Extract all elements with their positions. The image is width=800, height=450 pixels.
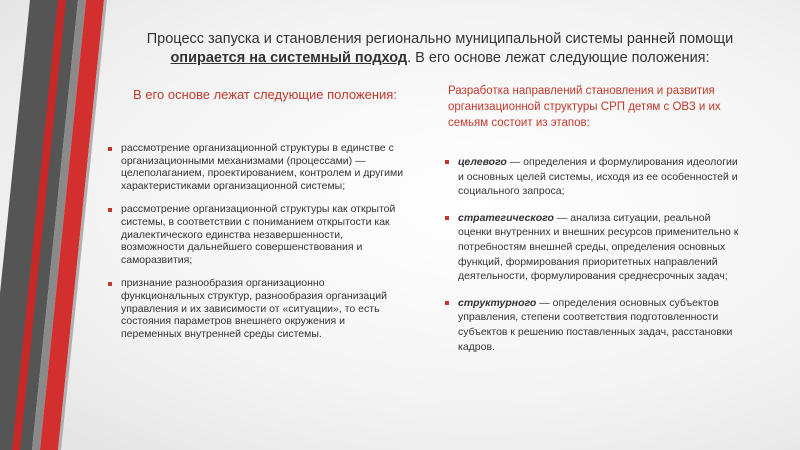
bullet-icon: [108, 282, 112, 286]
stage-term: целевого: [458, 156, 507, 168]
list-item-text: рассмотрение организационной структуры в единстве с организационными механизмами (процессами) — целеполаганием, проектированием, контролем и другими характеристиками организационной системы;: [121, 142, 404, 192]
title-part1: Процесс запуска и становления регионально муниципальной системы ранней помощи: [146, 31, 734, 47]
list-item-text: признание разнообразия организационно функциональных структур, разнообразия организаций управления и их зависимости от «ситуации», то есть состояния параметров внешнего окружения и переменных внутренней среды системы.: [121, 277, 387, 340]
stage-text: — анализа ситуации, реальной оценки внутренних и внешних ресурсов применительно к потребностям внешней среды, определения основных функций, формирования приоритетных направлений деятельности, формулирования среднесрочных задач;: [458, 211, 739, 283]
bullet-icon: [445, 216, 449, 220]
list-item-text: рассмотрение организационной структуры как открытой системы, в соответствии с пониманием открытости как диалектического единства незавершенности, возможности дальнейшего совершенствования и саморазвития;: [121, 203, 396, 266]
page-title: [110, 30, 770, 68]
stages-list: [445, 155, 745, 366]
bullet-icon: [108, 208, 112, 212]
stage-item: [445, 155, 745, 199]
bullet-icon: [445, 160, 449, 164]
stage-text: — определения основных субъектов управления, степени соответствия подготовленности субъектов к решению поставленных задач, расстановки кадров.: [458, 296, 733, 353]
list-item: [108, 277, 408, 340]
stage-term: структурного: [458, 296, 537, 309]
title-emphasis: опирается на системный подход: [170, 50, 408, 66]
list-item: [108, 142, 408, 192]
right-heading: Разработка направлений становления и развития организационной структуры СРП детям с ОВЗ и их семьям состоит из этапов:: [448, 85, 721, 129]
stage-text: — определения и формулирования идеологии и основных целей системы, исходя из ее особенностей и социального запроса;: [458, 156, 738, 198]
title-part2: . В его основе лежат следующие положения:: [407, 50, 710, 66]
bullet-icon: [445, 301, 449, 305]
bullet-icon: [108, 147, 112, 151]
stage-item: [445, 296, 745, 354]
stage-item: [445, 211, 745, 284]
left-list: [108, 142, 408, 351]
list-item: [108, 203, 408, 266]
stage-term: стратегического: [458, 211, 554, 224]
left-heading: В его основе лежат следующие положения:: [133, 87, 397, 102]
